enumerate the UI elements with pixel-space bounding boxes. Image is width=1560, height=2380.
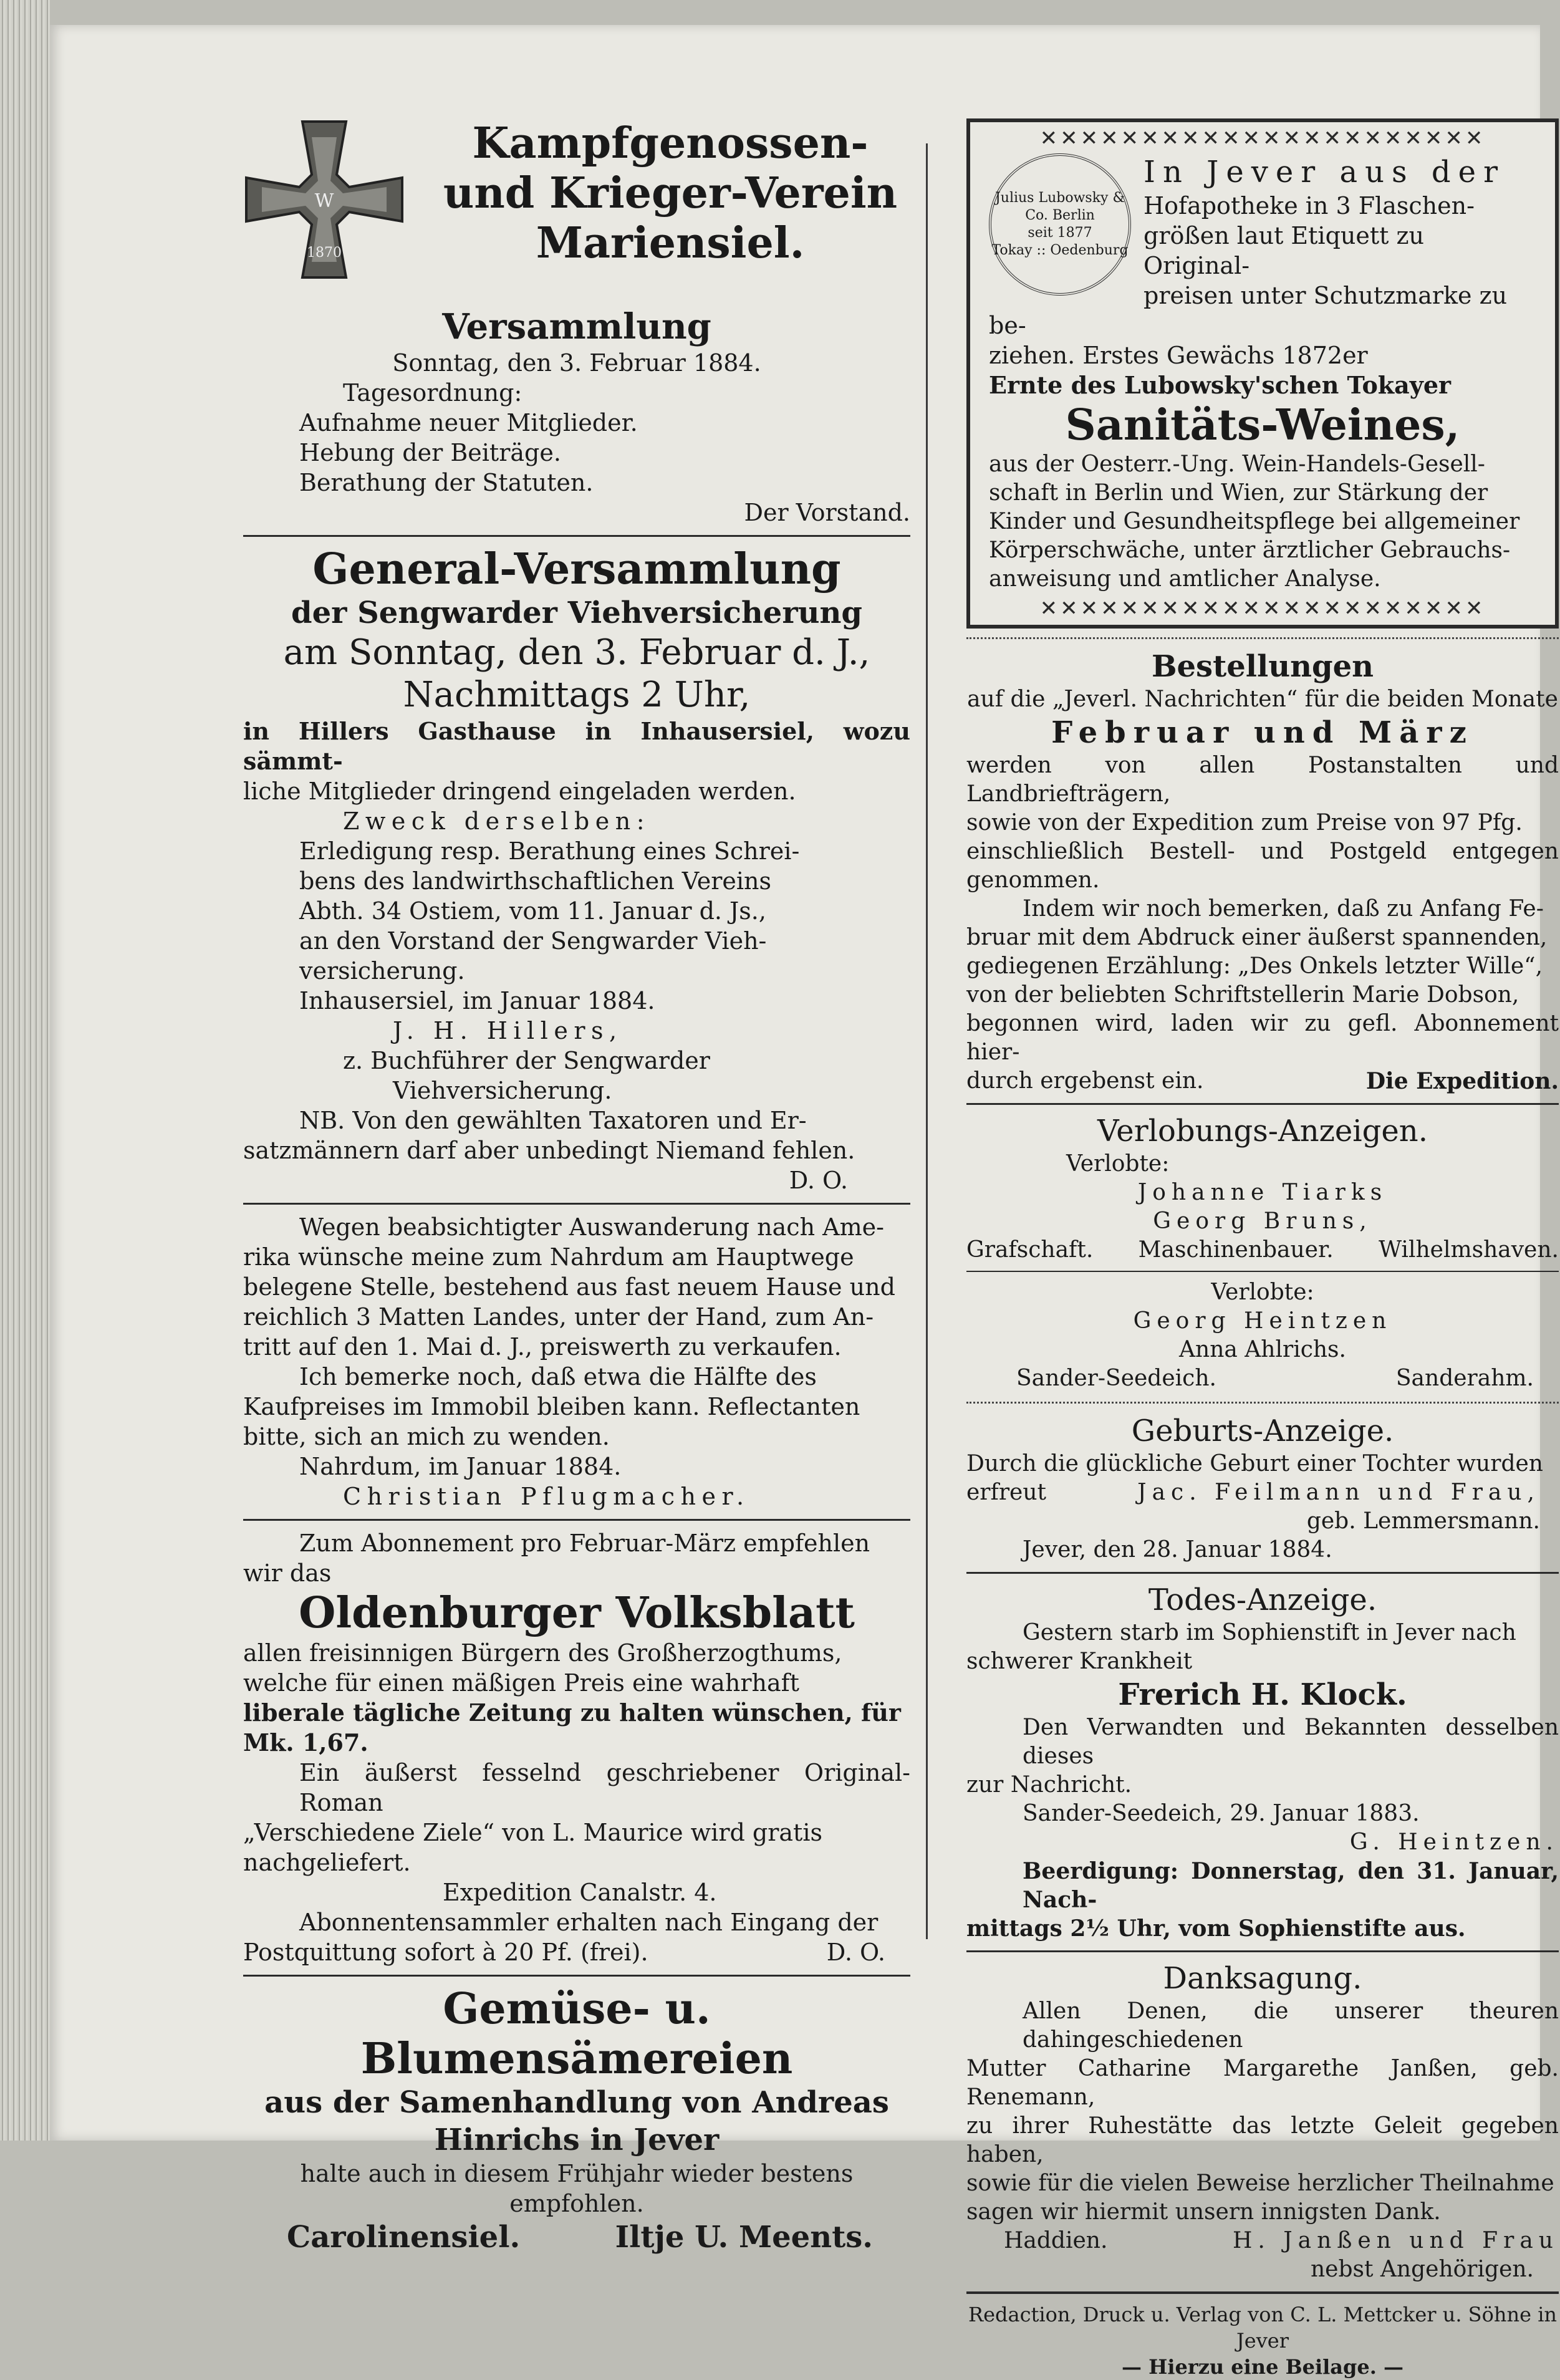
auswanderung-line: Kaufpreises im Immobil bleiben kann. Reflectanten (243, 1393, 860, 1420)
general-place: Inhausersiel, im Januar 1884. (299, 987, 655, 1014)
tokayer-line: preisen unter Schutzmarke zu be- (989, 282, 1508, 339)
volksblatt-abo: Abonnentensammler erhalten nach Eingang der (299, 1909, 879, 1936)
volksblatt-intro: wir das (243, 1559, 332, 1587)
general-line: der Sengwarder Viehversicherung (291, 595, 862, 630)
danksagung-line: Allen Denen, die unserer theuren dahingeschiedenen (1023, 1998, 1559, 2053)
general-line: liche Mitglieder dringend eingeladen werden. (243, 778, 796, 805)
volksblatt-intro: Zum Abonnement pro Februar-März empfehlen (299, 1530, 870, 1557)
bestellungen-line: sowie von der Expedition zum Preise von 97 Pfg. (966, 810, 1523, 836)
do-signature: D. O. (789, 1167, 848, 1194)
volksblatt-title: Oldenburger Volksblatt (299, 1588, 855, 1638)
divider (966, 637, 1559, 639)
verlobte-name: Georg Bruns, (1153, 1208, 1372, 1234)
auswanderung-line: reichlich 3 Matten Landes, unter der Hand, zum An- (243, 1303, 874, 1331)
volksblatt-line: welche für einen mäßigen Preis eine wahrhaft (243, 1669, 799, 1697)
agenda-item: Berathung der Statuten. (299, 469, 594, 496)
geburts-line: geb. Lemmersmann. (1306, 1508, 1540, 1534)
general-line: in Hillers Gasthause in Inhausersiel, wozu sämmt- (243, 717, 910, 775)
imprint-line: Redaction, Druck u. Verlag von C. L. Mettcker u. Söhne in Jever (968, 2303, 1558, 2353)
ornament-border-icon: ✕✕✕✕✕✕✕✕✕✕✕✕✕✕✕✕✕✕✕✕✕✕ (1039, 596, 1486, 621)
nb-line: NB. Von den gewählten Taxatoren und Er- (299, 1107, 807, 1134)
volksblatt-abo: Postquittung sofort à 20 Pf. (frei). (243, 1939, 648, 1966)
tokayer-rest: Körperschwäche, unter ärztlicher Gebrauchs- (989, 537, 1511, 563)
beerdigung-line: mittags 2½ Uhr, vom Sophienstifte aus. (966, 1915, 1466, 1942)
saemereien-line: halte auch in diesem Frühjahr wieder bestens empfohlen. (300, 2160, 854, 2217)
auswanderung-line: tritt auf den 1. Mai d. J., preiswerth zu verkaufen. (243, 1333, 842, 1361)
todes-line: schwerer Krankheit (966, 1649, 1193, 1674)
danksagung-line: Mutter Catharine Margarethe Janßen, geb. Renemann, (966, 2056, 1559, 2110)
lubowsky-seal-icon: Julius Lubowsky & Co. Berlin seit 1877 Tokay :: Oedenburg (989, 153, 1131, 296)
divider (966, 1103, 1559, 1105)
divider (243, 1203, 910, 1205)
versammlung-heading: Versammlung (442, 306, 711, 347)
geburts-place: Jever, den 28. Januar 1884. (1023, 1537, 1332, 1563)
bestellungen-line: begonnen wird, laden wir zu gefl. Abonnement hier- (966, 1011, 1559, 1065)
auswanderung-line: belegene Stelle, bestehend aus fast neuem Hause und (243, 1273, 895, 1301)
zweck-line: Erledigung resp. Berathung eines Schrei- (299, 837, 800, 865)
bestellungen-months: Februar und März (1051, 715, 1474, 750)
danksagung-line: sowie für die vielen Beweise herzlicher Theilnahme (966, 2170, 1554, 2196)
auswanderung-line: Wegen beabsichtigter Auswanderung nach Ame- (299, 1213, 884, 1241)
saemereien-title: Gemüse- u. Blumensämereien (360, 1984, 793, 2084)
saemereien-signature-row (243, 2219, 910, 2256)
verlobte-name: Johanne Tiarks (1137, 1180, 1388, 1205)
bestellungen-line: bruar mit dem Abdruck einer äußerst spannenden, (966, 925, 1548, 950)
tokayer-line: Hofapotheke in 3 Flaschen- (1144, 192, 1475, 219)
danksagung-line: zu ihrer Ruhestätte das letzte Geleit gegeben haben, (966, 2113, 1559, 2167)
danksagung-title: Danksagung. (1163, 1961, 1362, 1996)
geburts-line: Durch die glückliche Geburt einer Tochter wurden (966, 1451, 1543, 1477)
danksagung-signature: nebst Angehörigen. (1310, 2257, 1534, 2282)
tokayer-line: In Jever aus der (1144, 155, 1506, 190)
tokayer-line: ziehen. Erstes Gewächs 1872er (989, 342, 1368, 369)
svg-text:W: W (314, 190, 334, 212)
general-time: Nachmittags 2 Uhr, (403, 675, 751, 715)
bestellungen-sign-row (966, 1067, 1559, 1096)
general-versammlung-title: General-Versammlung (312, 544, 841, 594)
kampfgenossen-header (243, 118, 910, 306)
vorstand-signature: Der Vorstand. (744, 499, 910, 526)
saemereien-line: aus der Samenhandlung von Andreas (264, 2085, 889, 2120)
tokayer-line: größen laut Etiquett zu Original- (1144, 222, 1424, 279)
danksagung-line: sagen wir hiermit unsern innigsten Dank. (966, 2199, 1441, 2225)
bestellungen-line: auf die „Jeverl. Nachrichten“ für die beiden Monate (967, 687, 1558, 712)
bestellungen-line: werden von allen Postanstalten und Landbriefträgern, (966, 753, 1559, 807)
expedition-signature: Die Expedition. (1365, 1068, 1559, 1094)
verlobte-places: Sander-Seedeich. Sanderahm. (1016, 1366, 1534, 1391)
saemereien-line: Hinrichs in Jever (434, 2122, 720, 2157)
todes-line: zur Nachricht. (966, 1772, 1132, 1798)
divider (966, 1572, 1559, 1574)
bestellungen-title: Bestellungen (1151, 649, 1374, 684)
volksblatt-expedition: Expedition Canalstr. 4. (443, 1879, 717, 1906)
bestellungen-line: gediegenen Erzählung: „Des Onkels letzter Wille“, (966, 953, 1543, 979)
bestellungen-line: Indem wir noch bemerken, daß zu Anfang Fe- (1023, 896, 1544, 922)
geburts-row: erfreut Jac. Feilmann und Frau, (966, 1480, 1540, 1505)
verlobte-name: Georg Heintzen (1133, 1308, 1392, 1334)
bestellungen-line: von der beliebten Schriftstellerin Marie Dobson, (966, 982, 1519, 1008)
saemereien-name: Iltje U. Meents. (615, 2220, 873, 2255)
verlobung-title: Verlobungs-Anzeigen. (1097, 1114, 1428, 1149)
verlobte-name: Anna Ahlrichs. (1179, 1337, 1346, 1362)
volksblatt-line: Mk. 1,67. (243, 1728, 368, 1756)
agenda-item: Hebung der Beiträge. (299, 439, 561, 466)
newspaper-page (50, 25, 1559, 2379)
volksblatt-line: nachgeliefert. (243, 1849, 411, 1876)
beilage-note: — Hierzu eine Beilage. — (1121, 2355, 1404, 2379)
todes-place: Sander-Seedeich, 29. Januar 1883. (1023, 1801, 1420, 1826)
divider (243, 535, 910, 537)
nb-line: satzmännern darf aber unbedingt Niemand fehlen. (243, 1137, 855, 1164)
divider (966, 2291, 1559, 2294)
book-page-edges (0, 0, 50, 2141)
tokayer-rest: anweisung und amtlicher Analyse. (989, 566, 1381, 592)
agenda-item: Aufnahme neuer Mitglieder. (299, 409, 638, 436)
auswanderung-place: Nahrdum, im Januar 1884. (299, 1453, 622, 1480)
auswanderung-line: bitte, sich an mich zu wenden. (243, 1423, 610, 1450)
divider (966, 1402, 1559, 1404)
divider (243, 1519, 910, 1521)
divider (966, 1950, 1559, 1952)
tokayer-rest: aus der Oesterr.-Ung. Wein-Handels-Gesell- (989, 451, 1485, 477)
todes-title: Todes-Anzeige. (1148, 1583, 1377, 1617)
tokayer-rest: Kinder und Gesundheitspflege bei allgemeiner (989, 509, 1520, 534)
zweck-line: an den Vorstand der Sengwarder Vieh- (299, 927, 767, 955)
beerdigung-line: Beerdigung: Donnerstag, den 31. Januar, Nach- (1023, 1858, 1559, 1913)
verein-title: Kampfgenossen- und Krieger-Verein Mariensiel. (443, 118, 898, 268)
zweck-line: bens des landwirthschaftlichen Vereins (299, 867, 772, 895)
right-column (923, 118, 1559, 2380)
geburts-title: Geburts-Anzeige. (1131, 1414, 1394, 1448)
volksblatt-line: Ein äußerst fesselnd geschriebener Original-Roman (299, 1759, 910, 1816)
todes-line: Gestern starb im Sophienstift in Jever nach (1023, 1620, 1516, 1645)
tokayer-rest: schaft in Berlin und Wien, zur Stärkung der (989, 480, 1488, 506)
agenda-title: Tagesordnung: (343, 379, 522, 407)
todes-line: Den Verwandten und Bekannten desselben dieses (1023, 1715, 1559, 1769)
tokayer-ad-box (966, 118, 1559, 629)
do-signature: D. O. (826, 1939, 885, 1966)
bestellungen-line: durch ergebenst ein. (966, 1068, 1204, 1094)
bestellungen-line: einschließlich Bestell- und Postgeld entgegen genommen. (966, 839, 1559, 893)
volksblatt-line: liberale tägliche Zeitung zu halten wünschen, für (243, 1698, 901, 1727)
zweck-line: versicherung. (299, 957, 465, 985)
svg-text:1870: 1870 (307, 245, 342, 261)
divider (243, 1975, 910, 1977)
auswanderung-line: Ich bemerke noch, daß etwa die Hälfte des (299, 1363, 817, 1390)
saemereien-place: Carolinensiel. (287, 2220, 521, 2255)
ornament-border-icon: ✕✕✕✕✕✕✕✕✕✕✕✕✕✕✕✕✕✕✕✕✕✕ (1039, 126, 1486, 151)
verlobte-label: Verlobte: (1066, 1151, 1170, 1177)
tokayer-line: Ernte des Lubowsky'schen Tokayer (989, 371, 1452, 399)
iron-cross-icon (243, 118, 405, 281)
general-signature: z. Buchführer der Sengwarder (343, 1047, 710, 1074)
auswanderung-line: rika wünsche meine zum Nahrdum am Hauptwege (243, 1243, 854, 1271)
verlobte-label: Verlobte: (1211, 1279, 1314, 1305)
volksblatt-line: „Verschiedene Ziele“ von L. Maurice wird gratis (243, 1819, 822, 1846)
general-signature: J. H. Hillers, (393, 1017, 623, 1044)
zweck-title: Zweck derselben: (343, 807, 651, 835)
todes-name: Frerich H. Klock. (1118, 1677, 1407, 1712)
sanitaets-weines-title: Sanitäts-Weines, (1065, 400, 1460, 450)
general-date: am Sonntag, den 3. Februar d. J., (283, 632, 870, 673)
danksagung-sign-row: Haddien. H. Janßen und Frau (1004, 2228, 1559, 2253)
todes-signature: G. Heintzen. (1349, 1829, 1559, 1855)
versammlung-date: Sonntag, den 3. Februar 1884. (392, 349, 761, 377)
volksblatt-abo-row (243, 1937, 910, 1967)
verlobte-places: Grafschaft. Maschinenbauer. Wilhelmshaven. (966, 1237, 1559, 1263)
volksblatt-line: allen freisinnigen Bürgern des Großherzogthums, (243, 1639, 842, 1667)
left-column (243, 118, 910, 2256)
zweck-line: Abth. 34 Ostiem, vom 11. Januar d. Js., (299, 897, 766, 925)
auswanderung-signature: Christian Pflugmacher. (343, 1483, 750, 1510)
divider (966, 1271, 1559, 1272)
general-signature: Viehversicherung. (393, 1077, 612, 1104)
